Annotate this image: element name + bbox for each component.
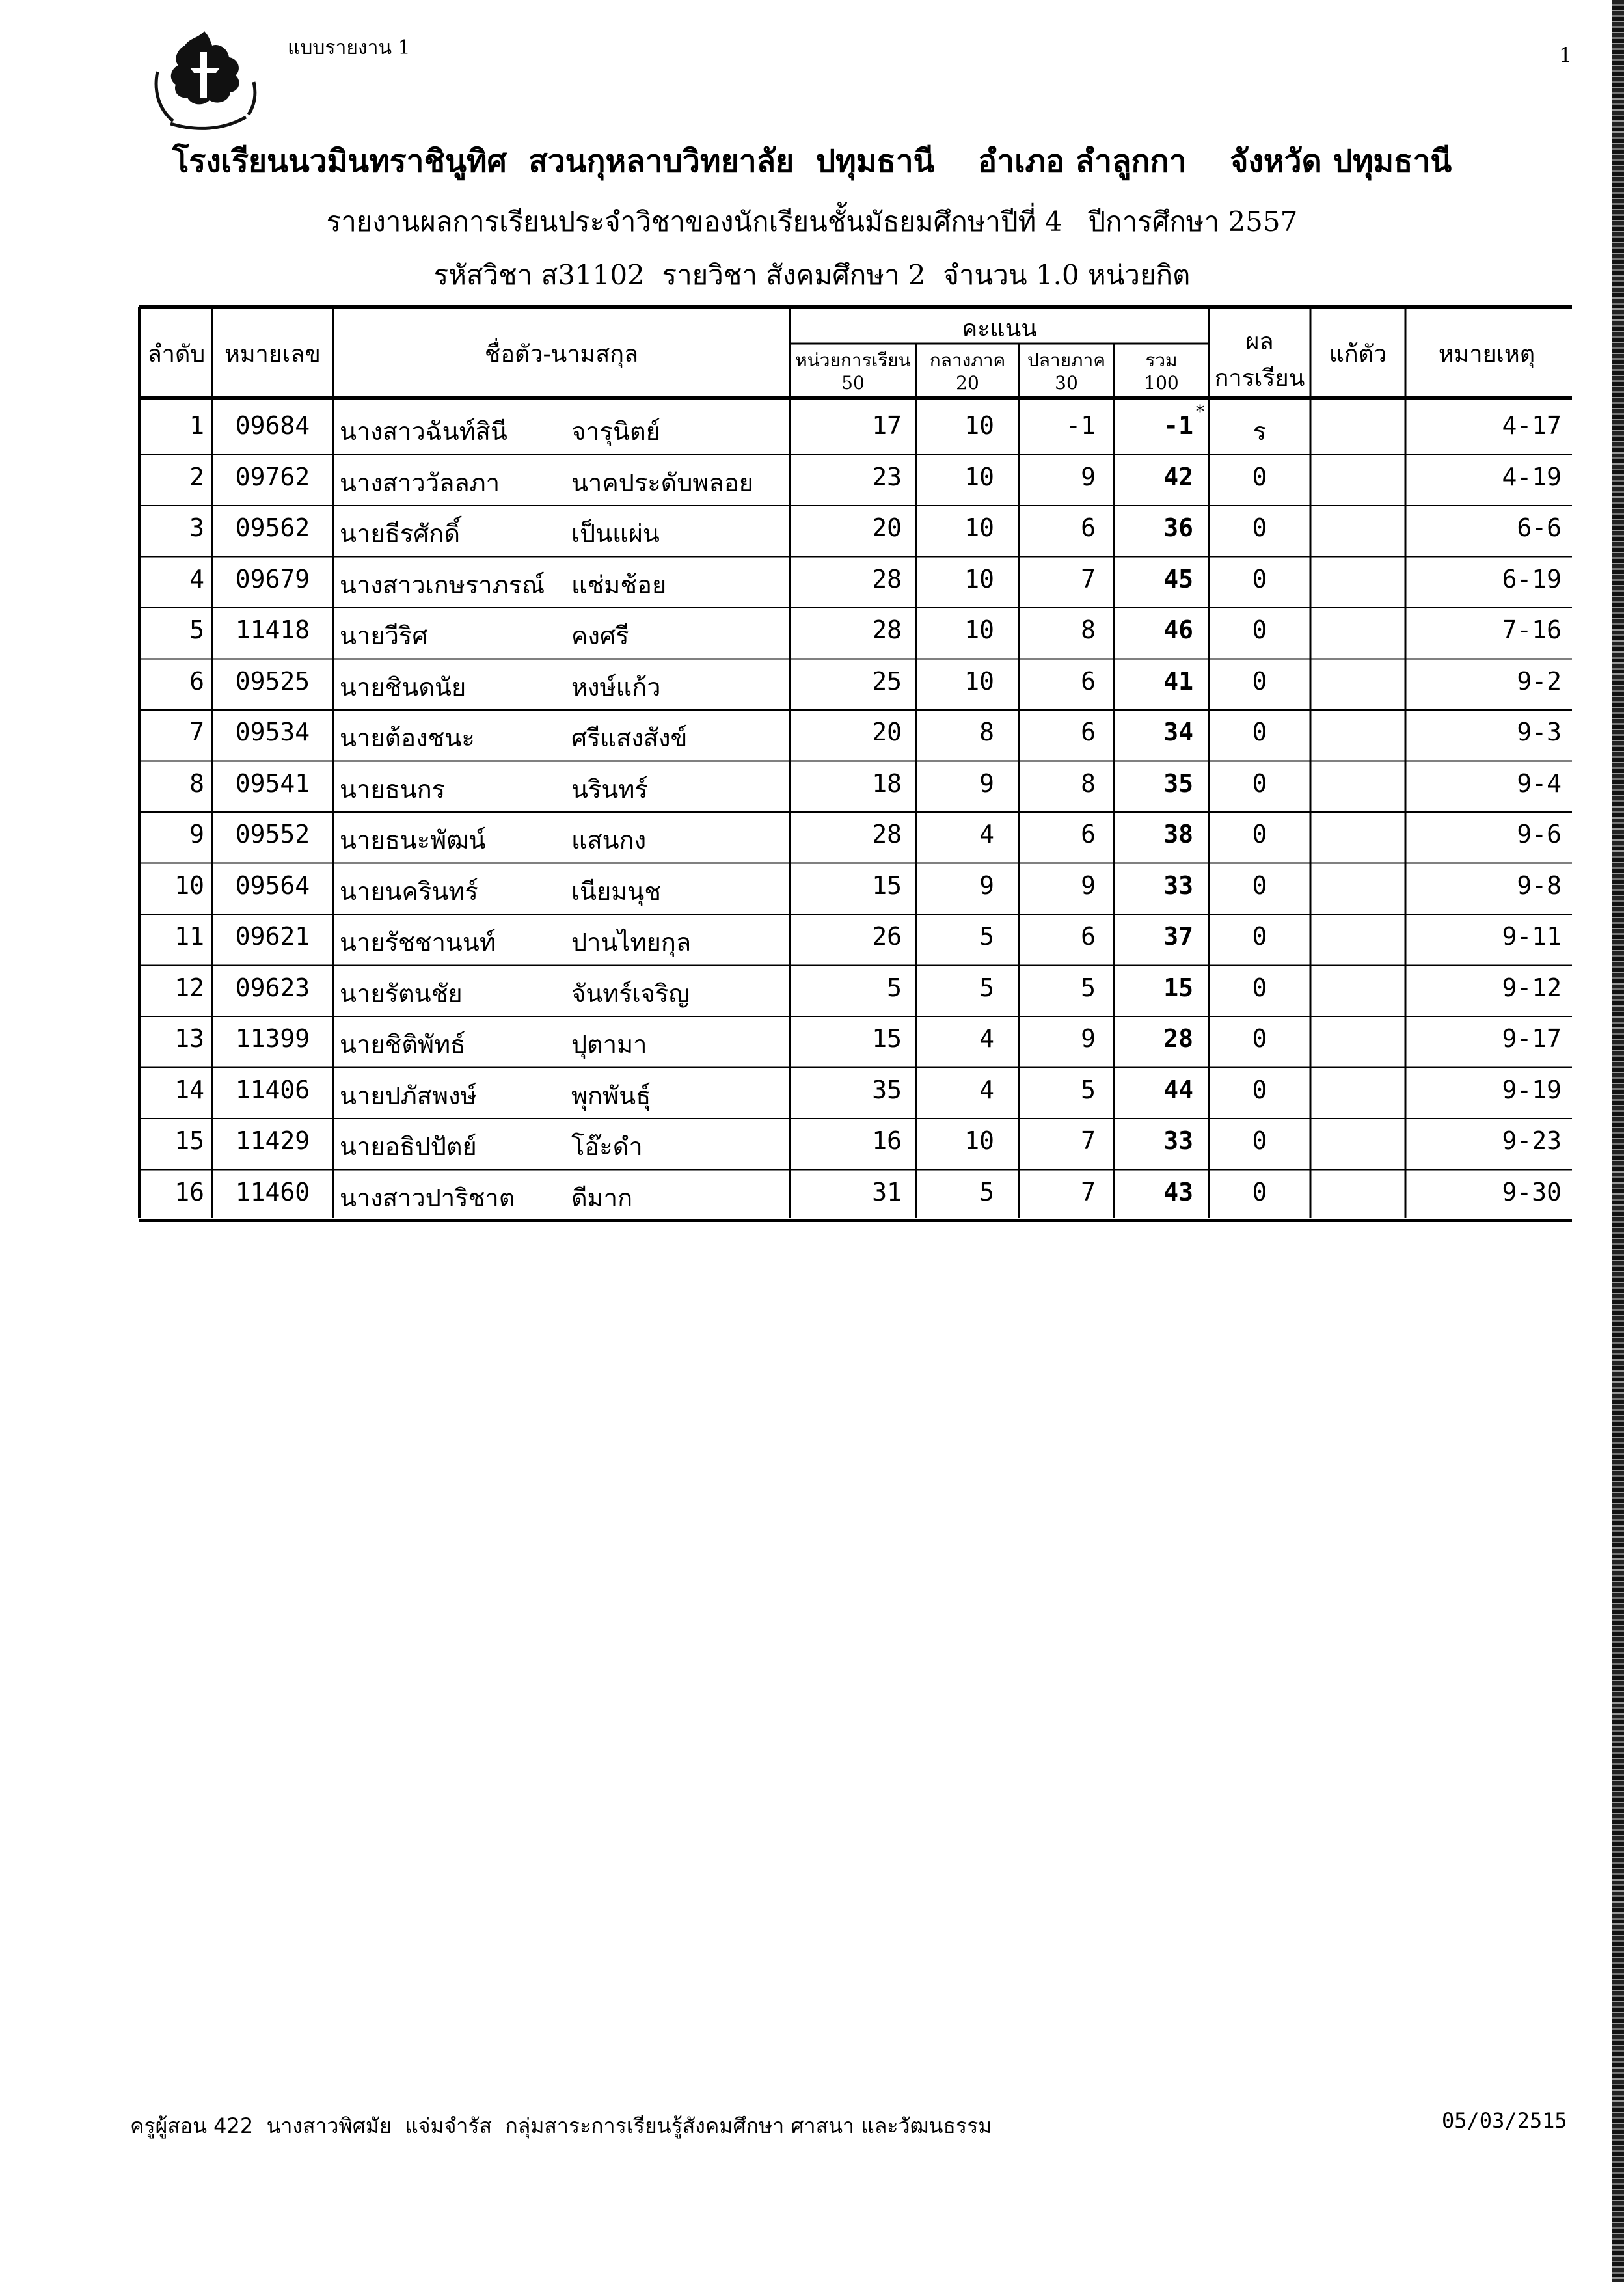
row-result: 0: [1252, 666, 1267, 696]
row-result: 0: [1252, 1126, 1267, 1155]
row-midterm-score: 4: [979, 820, 994, 849]
row-no: 2: [189, 462, 204, 491]
row-note: 7-16: [1502, 616, 1562, 644]
row-final-score: 9: [1081, 1024, 1096, 1053]
row-id: 09564: [235, 871, 310, 900]
subject-line: รหัสวิชา ส31102 รายวิชา สังคมศึกษา 2 จำนวน 1.0 หน่วยกิต: [433, 259, 1191, 291]
row-final-score: 8: [1081, 768, 1096, 798]
row-note: 9-3: [1517, 718, 1562, 746]
row-last-name: นรินทร์: [571, 774, 648, 804]
row-note: 4-19: [1502, 462, 1562, 491]
row-no: 14: [174, 1075, 204, 1104]
row-final-score: 6: [1081, 666, 1096, 696]
row-last-name: แช่มช้อย: [571, 570, 667, 599]
row-first-name: นางสาวปาริชาต: [340, 1183, 515, 1212]
row-no: 8: [189, 768, 204, 798]
row-no: 4: [189, 564, 204, 593]
row-total-score: 44: [1163, 1075, 1193, 1104]
row-midterm-score: 8: [979, 718, 994, 746]
row-first-name: นายธนกร: [340, 774, 446, 804]
row-no: 3: [189, 513, 204, 542]
row-last-name: นาคประดับพลอย: [571, 468, 753, 497]
row-result: 0: [1252, 922, 1267, 951]
row-note: 9-17: [1502, 1024, 1562, 1053]
row-midterm-score: 10: [964, 1126, 994, 1155]
row-note: 9-6: [1517, 820, 1562, 849]
row-result: 0: [1252, 820, 1267, 849]
row-id: 09679: [235, 564, 310, 593]
row-first-name: นางสาววัลลภา: [340, 468, 500, 497]
row-last-name: เนียมนุช: [571, 876, 662, 906]
row-final-score: 8: [1081, 616, 1096, 644]
row-unit-score: 18: [872, 768, 902, 798]
row-note: 9-19: [1502, 1075, 1562, 1104]
row-id: 11406: [235, 1075, 310, 1104]
col-total-max: 100: [1144, 372, 1179, 394]
col-unit-header: หน่วยการเรียน: [795, 349, 911, 371]
row-unit-score: 28: [872, 616, 902, 644]
row-unit-score: 20: [872, 718, 902, 746]
row-total-score: 33: [1163, 1126, 1193, 1155]
row-total-score: 42: [1163, 462, 1193, 491]
col-note-header: หมายเหตุ: [1438, 341, 1536, 368]
row-unit-score: 28: [872, 820, 902, 849]
school-title: โรงเรียนนวมินทราชินูทิศ สวนกุหลาบวิทยาลัย ปทุมธานี อำเภอ ลำลูกกา จังหวัด ปทุมธานี: [172, 143, 1452, 180]
row-last-name: ปานไทยกุล: [571, 928, 692, 957]
row-midterm-score: 9: [979, 871, 994, 900]
row-total-score: 41: [1163, 666, 1193, 696]
row-note: 9-30: [1502, 1177, 1562, 1206]
row-final-score: 6: [1081, 820, 1096, 849]
row-result: 0: [1252, 718, 1267, 746]
row-unit-score: 28: [872, 564, 902, 593]
row-result: 0: [1252, 973, 1267, 1002]
row-id: 11429: [235, 1126, 310, 1155]
row-total-score: 43: [1163, 1177, 1193, 1206]
row-no: 15: [174, 1126, 204, 1155]
report-title: รายงานผลการเรียนประจำวิชาของนักเรียนชั้นมัธยมศึกษาปีที่ 4 ปีการศึกษา 2557: [326, 206, 1298, 238]
row-total-score: 46: [1163, 616, 1193, 644]
row-first-name: นายรัตนชัย: [340, 979, 463, 1008]
row-first-name: นายรัชชานนท์: [340, 928, 496, 957]
row-final-score: 9: [1081, 871, 1096, 900]
row-id: 11460: [235, 1177, 310, 1206]
row-no: 6: [189, 666, 204, 696]
row-final-score: 9: [1081, 462, 1096, 491]
row-first-name: นายชิติพัทธ์: [340, 1030, 466, 1059]
row-first-name: นายวีริศ: [340, 621, 428, 650]
row-note: 9-23: [1502, 1126, 1562, 1155]
row-total-score: 37: [1163, 922, 1193, 951]
row-last-name: พุกพันธุ์: [571, 1081, 651, 1110]
row-last-name: ดีมาก: [571, 1183, 633, 1212]
row-result: 0: [1252, 462, 1267, 491]
col-retake-header: แก้ตัว: [1329, 341, 1387, 368]
row-total-score: 45: [1163, 564, 1193, 593]
row-note: 9-8: [1517, 871, 1562, 900]
row-id: 09534: [235, 718, 310, 746]
row-last-name: โอ๊ะดำ: [571, 1132, 643, 1161]
row-last-name: คงศรี: [571, 621, 629, 650]
row-note: 6-6: [1517, 513, 1562, 542]
row-id: 09541: [235, 768, 310, 798]
col-no-header: ลำดับ: [147, 341, 206, 368]
col-name-header: ชื่อตัว-นามสกุล: [484, 341, 639, 368]
row-last-name: แสนกง: [571, 826, 647, 854]
row-note: 4-17: [1502, 411, 1562, 440]
row-result: 0: [1252, 616, 1267, 644]
row-no: 11: [174, 922, 204, 951]
row-no: 5: [189, 616, 204, 644]
row-last-name: หงษ์แก้ว: [571, 672, 661, 701]
col-id-header: หมายเลข: [224, 341, 321, 368]
row-first-name: นายปภัสพงษ์: [340, 1081, 477, 1110]
row-midterm-score: 10: [964, 411, 994, 440]
page-number: 1: [1559, 43, 1573, 68]
row-result: 0: [1252, 564, 1267, 593]
row-id: 11399: [235, 1024, 310, 1053]
row-unit-score: 25: [872, 666, 902, 696]
row-first-name: นายชินดนัย: [340, 672, 467, 701]
row-first-name: นายธนะพัฒน์: [340, 826, 486, 854]
row-first-name: นายธีรศักดิ์: [340, 519, 460, 548]
row-id: 09762: [235, 462, 310, 491]
row-unit-score: 15: [872, 1024, 902, 1053]
row-no: 10: [174, 871, 204, 900]
row-midterm-score: 9: [979, 768, 994, 798]
row-midterm-score: 5: [979, 973, 994, 1002]
row-id: 09525: [235, 666, 310, 696]
row-midterm-score: 4: [979, 1024, 994, 1053]
row-total-score: 34: [1163, 718, 1193, 746]
col-unit-max: 50: [841, 372, 865, 394]
row-result: 0: [1252, 1024, 1267, 1053]
row-unit-score: 16: [872, 1126, 902, 1155]
row-unit-score: 26: [872, 922, 902, 951]
row-note: 9-2: [1517, 666, 1562, 696]
row-midterm-score: 10: [964, 666, 994, 696]
row-total-score: -1: [1163, 411, 1193, 440]
col-result-header-2: การเรียน: [1214, 365, 1305, 392]
row-final-score: 6: [1081, 718, 1096, 746]
row-total-flag: *: [1196, 402, 1204, 422]
row-final-score: -1: [1066, 411, 1096, 440]
row-last-name: เป็นแผ่น: [571, 519, 660, 548]
form-label: แบบรายงาน 1: [288, 36, 411, 59]
row-id: 09621: [235, 922, 310, 951]
row-total-score: 36: [1163, 513, 1193, 542]
row-last-name: ศรีแสงสังข์: [571, 724, 688, 752]
row-midterm-score: 5: [979, 1177, 994, 1206]
row-no: 9: [189, 820, 204, 849]
row-midterm-score: 10: [964, 564, 994, 593]
teacher-footer: ครูผู้สอน 422 นางสาวพิศมัย แจ่มจำรัส กลุ่มสาระการเรียนรู้สังคมศึกษา ศาสนา และวัฒนธรรม: [130, 2113, 992, 2138]
row-final-score: 7: [1081, 1126, 1096, 1155]
row-unit-score: 20: [872, 513, 902, 542]
row-last-name: จันทร์เจริญ: [571, 979, 690, 1008]
row-no: 1: [189, 411, 204, 440]
row-total-score: 35: [1163, 768, 1193, 798]
row-unit-score: 15: [872, 871, 902, 900]
row-result: ร: [1252, 417, 1267, 446]
row-unit-score: 31: [872, 1177, 902, 1206]
row-unit-score: 35: [872, 1075, 902, 1104]
row-note: 9-12: [1502, 973, 1562, 1002]
row-result: 0: [1252, 1075, 1267, 1104]
col-final-max: 30: [1055, 372, 1078, 394]
row-final-score: 5: [1081, 1075, 1096, 1104]
row-final-score: 7: [1081, 1177, 1096, 1206]
col-midterm-max: 20: [956, 372, 979, 394]
row-no: 13: [174, 1024, 204, 1053]
row-midterm-score: 10: [964, 513, 994, 542]
row-midterm-score: 10: [964, 462, 994, 491]
row-final-score: 7: [1081, 564, 1096, 593]
col-midterm-header: กลางภาค: [929, 349, 1006, 371]
row-first-name: นายอธิปปัตย์: [340, 1132, 477, 1161]
row-id: 09684: [235, 411, 310, 440]
row-total-score: 15: [1163, 973, 1193, 1002]
row-midterm-score: 10: [964, 616, 994, 644]
row-final-score: 6: [1081, 513, 1096, 542]
row-final-score: 6: [1081, 922, 1096, 951]
row-result: 0: [1252, 768, 1267, 798]
row-first-name: นางสาวเกษราภรณ์: [340, 570, 545, 599]
row-result: 0: [1252, 513, 1267, 542]
row-result: 0: [1252, 871, 1267, 900]
row-midterm-score: 4: [979, 1075, 994, 1104]
row-id: 09562: [235, 513, 310, 542]
row-note: 9-4: [1517, 768, 1562, 798]
col-total-header: รวม: [1145, 349, 1178, 371]
row-id: 11418: [235, 616, 310, 644]
row-no: 7: [189, 718, 204, 746]
row-final-score: 5: [1081, 973, 1096, 1002]
row-no: 12: [174, 973, 204, 1002]
row-midterm-score: 5: [979, 922, 994, 951]
row-unit-score: 17: [872, 411, 902, 440]
row-last-name: ปุตามา: [571, 1030, 647, 1059]
row-total-score: 28: [1163, 1024, 1193, 1053]
row-no: 16: [174, 1177, 204, 1206]
row-total-score: 38: [1163, 820, 1193, 849]
row-total-score: 33: [1163, 871, 1193, 900]
row-result: 0: [1252, 1177, 1267, 1206]
row-id: 09623: [235, 973, 310, 1002]
row-last-name: จารุนิตย์: [571, 417, 660, 446]
row-note: 9-11: [1502, 922, 1562, 951]
score-group-header: คะแนน: [962, 316, 1037, 342]
row-unit-score: 23: [872, 462, 902, 491]
footer-date: 05/03/2515: [1442, 2108, 1567, 2133]
row-id: 09552: [235, 820, 310, 849]
row-note: 6-19: [1502, 564, 1562, 593]
col-result-header-1: ผล: [1245, 329, 1274, 355]
row-unit-score: 5: [887, 973, 902, 1002]
row-first-name: นางสาวฉันท์สินี: [340, 417, 508, 446]
row-first-name: นายนครินทร์: [340, 876, 478, 906]
col-final-header: ปลายภาค: [1027, 349, 1105, 371]
row-first-name: นายต้องชนะ: [340, 724, 475, 752]
